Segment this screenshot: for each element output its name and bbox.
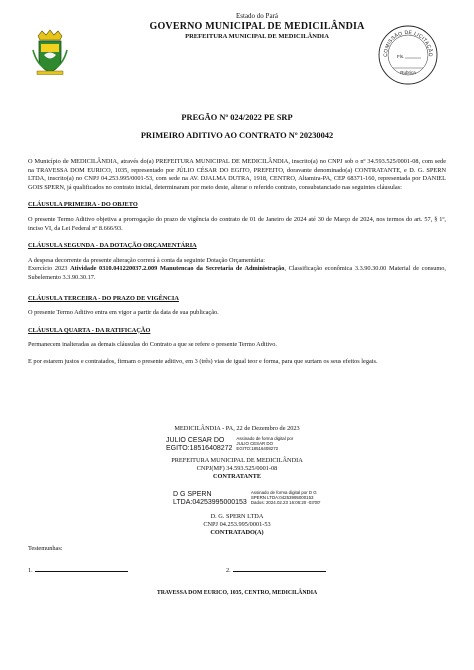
signer-1-meta-1: Assinado de forma digital por (236, 436, 294, 441)
clause-2-suffix: , Classificação econômica 3.3.90.30.00 Material de consumo, Subelemento 3.3.90.30.17. (28, 265, 446, 281)
contratado-cnpj: CNPJ 04.253.995/0001-53 (203, 521, 271, 528)
stamp-fls-label: Fls. (397, 54, 405, 59)
clause-2-text-2 (28, 265, 446, 282)
contratante-role: CONTRATANTE (212, 473, 262, 480)
clause-4-text: Permanecem inalteradas as demais cláusulas do Contrato a que se refere o presente Termo Aditivo. (28, 341, 277, 349)
contratante-org: PREFEITURA MUNICIPAL DE MEDICILÂNDIA (171, 457, 303, 464)
clause-1-title: CLÁUSULA PRIMEIRA - DO OBJETO (28, 201, 138, 209)
signer-1-name-line1: JULIO CESAR DO (166, 437, 225, 444)
footer-address: TRAVESSA DOM EURICO, 1035, CENTRO, MEDICILÂNDIA (156, 590, 318, 596)
clause-3-text: O presente Termo Aditivo entra em vigor a partir da data de sua publicação. (28, 309, 219, 317)
signer-2-meta-3: Dados: 2024.02.23 16:06:20 -03'00' (250, 500, 321, 506)
contratado-block (0, 513, 474, 537)
signer-2-meta-1: Assinado de forma digital por D G (250, 490, 317, 495)
witness-1-line (28, 565, 128, 574)
witness-2-number: 2. (226, 567, 231, 574)
letterhead (120, 12, 394, 41)
licitacao-stamp (377, 24, 439, 86)
signer-2-name-line2: LTDA:04253995000153 (173, 499, 247, 506)
closing-paragraph: E por estarem justos e contratados, firmam o presente aditivo, em 3 (três) vias de igual teor e forma, para que surtam os seus efeitos legais. (28, 357, 378, 365)
clause-4-title: CLÁUSULA QUARTA - DA RATIFICAÇÃO (28, 326, 151, 334)
intro-paragraph: O Município de MEDICILÂNDIA, através do(a) PREFEITURA MUNICIPAL DE MEDICILÂNDIA, inscrito(a) no CNPJ sob o nº 34.593.525/0001-08, com sede na TRAVESSA DOM EURICO, 1035, representado por JÚLIO CÉSAR DO EGITO, PREFEITO, doravante denominado(a) CONTRATANTE, e D. G. SPERN LTDA, inscrito(a) no CNPJ 04.253.995/0001-53, com sede na AV. DJALMA DUTRA, 1918, CENTRO, Altamira-PA, CEP 68371-160, representada por DANIEL GOIS SPERN, já qualificados no contrato inicial, determinaram por meio deste, alterar o referido contrato, consubstanciado nas seguintes cláusulas: (28, 158, 446, 191)
signer-1-meta-3: EGITO:18516408272 (236, 446, 279, 452)
clause-3-title: CLÁUSULA TERCEIRA - DO PRAZO DE VIGÊNCIA (28, 294, 179, 302)
stamp-ring-text: COMISSÃO DE LICITAÇÃO (382, 29, 434, 57)
prefecture-name: PREFEITURA MUNICIPAL DE MEDICILÂNDIA (185, 33, 329, 40)
state-name: Estado do Pará (236, 12, 278, 20)
contratado-role: CONTRATADO(A) (210, 529, 264, 536)
municipal-crest-icon (30, 28, 70, 76)
digital-signature-2 (173, 491, 320, 507)
stamp-rubrica-label: Rubrica (400, 70, 416, 75)
witness-2-line (226, 565, 326, 574)
clause-2-text-1: A despesa decorrente da presente alteração correrá à conta da seguinte Dotação Orçamentária: (28, 256, 266, 264)
aditivo-title: PRIMEIRO ADITIVO AO CONTRATO Nº 20230042 (140, 131, 334, 140)
government-name: GOVERNO MUNICIPAL DE MEDICILÂNDIA (149, 21, 365, 32)
signer-1-name-line2: EGITO:18516408272 (166, 445, 233, 452)
clause-2-activity: Atividade 0310.041220037.2.009 Manutencao da Secretaria de Administração (70, 265, 285, 273)
city-date: MEDICILÂNDIA - PA, 22 de Dezembro de 2023 (174, 425, 300, 432)
witness-1-number: 1. (28, 567, 33, 574)
clause-1-text: O presente Termo Aditivo objetiva a prorrogação do prazo de vigência do contrato de 01 de Janeiro de 2024 até 30 de Março de 2024, nos termos do art. 57, § 1º, inciso VI, da Lei Federal nº 8.666/93. (28, 215, 446, 232)
pregao-title: PREGÃO Nº 024/2022 PE SRP (181, 113, 293, 122)
witnesses-label: Testemunhas: (28, 545, 63, 552)
contratante-block (0, 457, 474, 481)
clause-2-prefix: Exercício 2023 (28, 265, 68, 273)
contract-body (28, 158, 446, 367)
contratante-cnpj: CNPJ(MF) 34.593.525/0001-08 (196, 465, 278, 472)
contratado-org: D. G. SPERN LTDA (210, 513, 264, 520)
digital-signature-1 (166, 437, 293, 453)
clause-2-title: CLÁUSULA SEGUNDA - DA DOTAÇÃO ORÇAMENTÁRIA (28, 242, 197, 250)
signer-2-meta-2: SPERN LTDA:04253995000153 (250, 495, 314, 501)
signer-1-meta-2: JULIO CESAR DO (236, 441, 274, 447)
svg-text:COMISSÃO DE LICITAÇÃO (383, 30, 434, 57)
signer-2-name-line1: D G SPERN (173, 491, 212, 498)
